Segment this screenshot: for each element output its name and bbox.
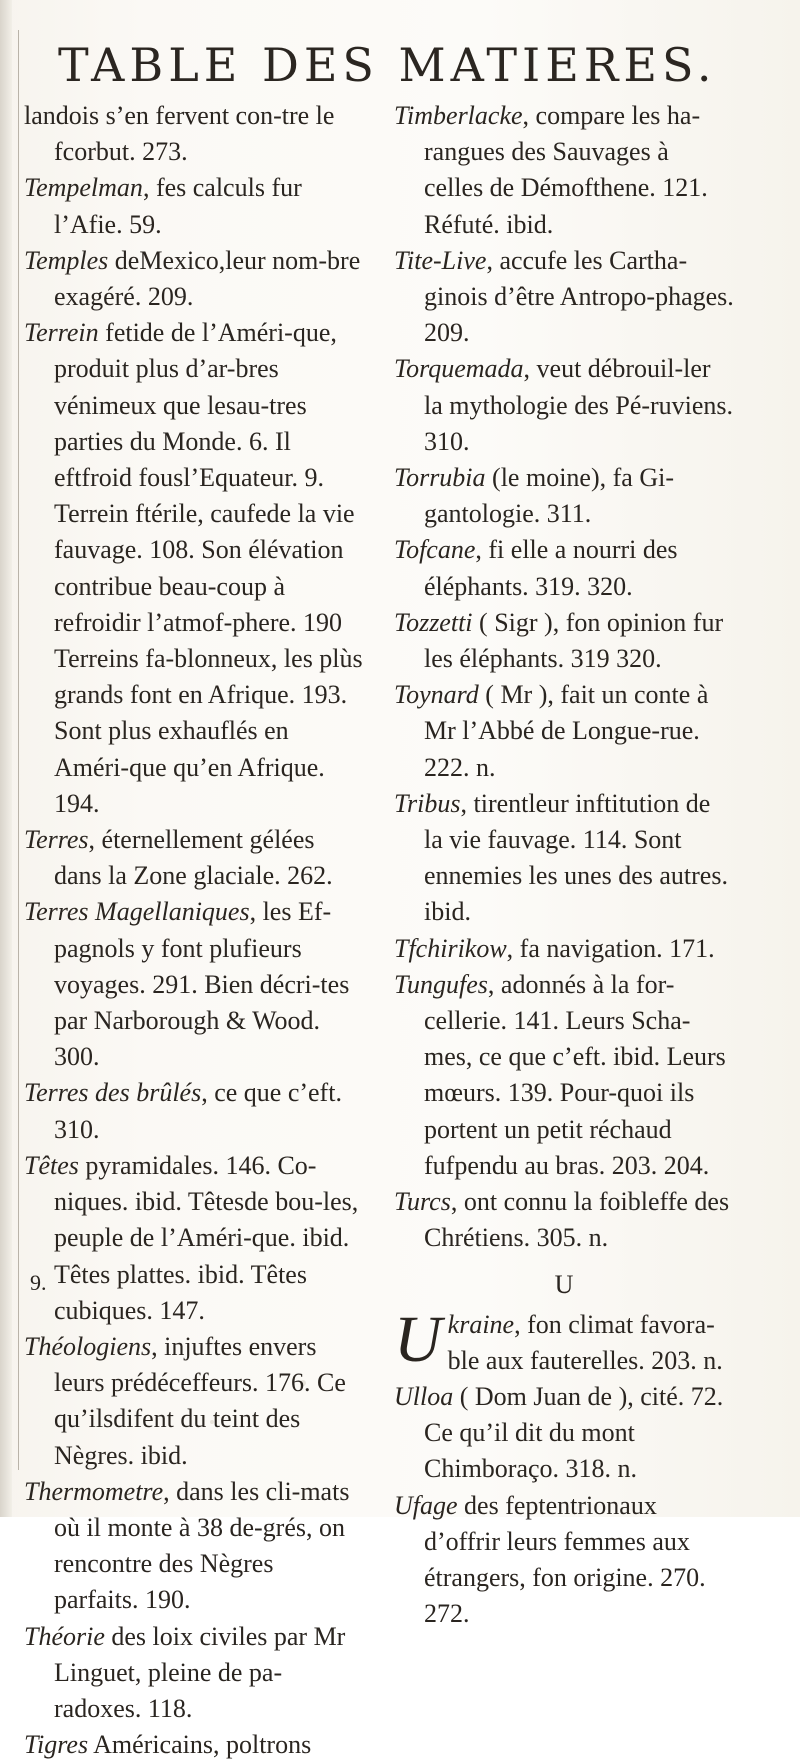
- index-entry: [394, 786, 734, 931]
- entry-text: (le moine), fa Gi-gantologie. 311.: [424, 463, 674, 529]
- entry-text: , fi elle a nourri des éléphants. 319. 320.: [424, 535, 678, 601]
- left-column: [24, 98, 364, 1763]
- entry-head: Torquemada: [394, 354, 524, 384]
- index-entry: [24, 1075, 364, 1147]
- entry-text: , les Ef-pagnols y font plufieurs voyages. 291. Bien décri-tes par Narborough & Wood. 300.: [54, 897, 350, 1072]
- index-entry: [394, 967, 734, 1184]
- entry-text: , fon climat favora-ble aux fauterelles. 203. n.: [447, 1309, 723, 1375]
- index-entry: [394, 243, 734, 352]
- page-title: TABLE DES MATIERES.: [58, 38, 717, 92]
- entry-head: Têtes: [24, 1150, 79, 1180]
- entry-head: Tfchirikow: [394, 933, 507, 963]
- index-entry: [394, 1184, 734, 1256]
- drop-cap: U: [394, 1302, 442, 1376]
- entry-text: des feptentrionaux d’offrir leurs femmes aux étrangers, fon origine. 270. 272.: [424, 1490, 706, 1629]
- margin-rule: [18, 30, 21, 1470]
- entry-head: Théologiens: [24, 1331, 152, 1361]
- index-entry: [24, 315, 364, 822]
- entry-head: Toynard: [394, 680, 479, 710]
- entry-text: , adonnés à la for-cellerie. 141. Leurs Scha-mes, ce que c’eft. ibid. Leurs mœurs. 139. Pour-quoi ils portent un petit réchaud fufpendu au bras. 203. 204.: [424, 969, 726, 1180]
- index-entry: [24, 1619, 364, 1728]
- index-entry: [394, 931, 734, 967]
- section-letter-heading: U: [554, 1269, 574, 1299]
- entry-text: , ce que c’eft. 310.: [54, 1078, 342, 1144]
- index-entry: [24, 243, 364, 315]
- page-number: 9.: [30, 1270, 47, 1295]
- entry-head: Thermometre: [24, 1476, 164, 1506]
- entry-head: Terres: [24, 825, 89, 855]
- entry-head: Terres Magellaniques: [24, 897, 250, 927]
- index-entry: [394, 98, 734, 243]
- entry-text: , tirentleur inftitution de la vie fauvage. 114. Sont ennemies les unes des autres. ibid.: [424, 788, 728, 927]
- entry-text: , fes calculs fur l’Afie. 59.: [54, 173, 302, 239]
- entry-head: Torrubia: [394, 463, 486, 493]
- entry-text: , injuftes envers leurs prédéceffeurs. 176. Ce qu’ilsdifent du teint des Nègres. ibid.: [54, 1331, 346, 1470]
- entry-head: Temples: [24, 245, 109, 275]
- entry-head: kraine: [447, 1309, 515, 1339]
- index-entry: [24, 1148, 364, 1329]
- entry-head: Terres des brûlés: [24, 1078, 202, 1108]
- entry-head: Tempelman: [24, 173, 143, 203]
- index-entry: [24, 1329, 364, 1474]
- entry-head: Terrein: [24, 318, 99, 348]
- entry-text: ( Sigr ), fon opinion fur les éléphants. 319 320.: [424, 607, 724, 674]
- entry-text: , éternellement gélées dans la Zone glaciale. 262.: [54, 825, 333, 891]
- entry-head: Tungufes: [394, 969, 488, 999]
- index-entry: [394, 460, 734, 532]
- entry-text: landois s’en fervent con-tre le fcorbut. 273.: [24, 101, 335, 167]
- index-entry: [394, 1488, 734, 1633]
- index-entry: [24, 170, 364, 242]
- entry-head: Ulloa: [394, 1381, 454, 1411]
- entry-text: , dans les cli-mats où il monte à 38 de-grés, on rencontre des Nègres parfaits. 190.: [54, 1476, 350, 1615]
- entry-head: Théorie: [24, 1621, 105, 1651]
- binding-edge: [0, 0, 12, 1517]
- index-entry: [394, 532, 734, 604]
- entry-text: ( Mr ), fait un conte à Mr l’Abbé de Longue-rue. 222. n.: [424, 680, 709, 782]
- index-entry: [24, 1727, 364, 1763]
- entry-text: fetide de l’Améri-que, produit plus d’ar-bres vénimeux que lesau-tres parties du Monde. 6. Il eftfroid fousl’Equateur. 9. Terrein ftérile, caufede la vie fauvage. 108. Son élévation contribue beau-coup à refroidir l’atmof-phere. 190 Terreins fa-blonneux, les plùs grands font en Afrique. 193. Sont plus exhauflés en Améri-que qu’en Afrique. 194.: [54, 318, 363, 818]
- entry-text: , fa navigation. 171.: [506, 933, 715, 963]
- entry-text: , accufe les Cartha-ginois d’être Antropo-phages. 209.: [424, 245, 734, 348]
- index-entry: [394, 605, 734, 677]
- entry-text: , compare les ha-rangues des Sauvages à celles de Démofthene. 121. Réfuté. ibid.: [424, 101, 708, 239]
- entry-head: Tite-Live: [394, 245, 487, 275]
- index-entry: [24, 894, 364, 1075]
- entry-text: , ont connu la foibleffe des Chrétiens. 305. n.: [424, 1187, 730, 1253]
- entry-text: ( Dom Juan de ), cité. 72. Ce qu’il dit du mont Chimboraço. 318. n.: [424, 1381, 724, 1484]
- entry-text: Américains, poltrons: [88, 1730, 312, 1760]
- index-entry: [24, 98, 364, 170]
- index-entry: [24, 1474, 364, 1619]
- index-entry: [394, 1302, 734, 1379]
- entry-text: , veut débrouil-ler la mythologie des Pé-ruviens. 310.: [424, 354, 734, 456]
- index-entry: [394, 1379, 734, 1488]
- entry-head: Ufage: [394, 1490, 458, 1520]
- entry-head: Timberlacke: [394, 101, 523, 130]
- entry-head: Turcs: [394, 1187, 451, 1217]
- entry-text: pyramidales. 146. Co-niques. ibid. Têtesde bou-les, peuple de l’Améri-que. ibid. Têtes plattes. ibid. Têtes cubiques. 147.: [54, 1150, 359, 1325]
- index-entry: [394, 351, 734, 460]
- entry-head: Tigres: [24, 1730, 89, 1760]
- entry-text: des loix civiles par Mr Linguet, pleine de pa-radoxes. 118.: [54, 1621, 346, 1723]
- right-column: [394, 98, 734, 1632]
- index-entry: [24, 822, 364, 894]
- entry-text: deMexico,leur nom-bre exagéré. 209.: [54, 245, 361, 312]
- entry-head: Tozzetti: [394, 607, 473, 637]
- index-entry: [394, 677, 734, 786]
- entry-head: Tofcane: [394, 535, 476, 565]
- entry-head: Tribus: [394, 788, 461, 818]
